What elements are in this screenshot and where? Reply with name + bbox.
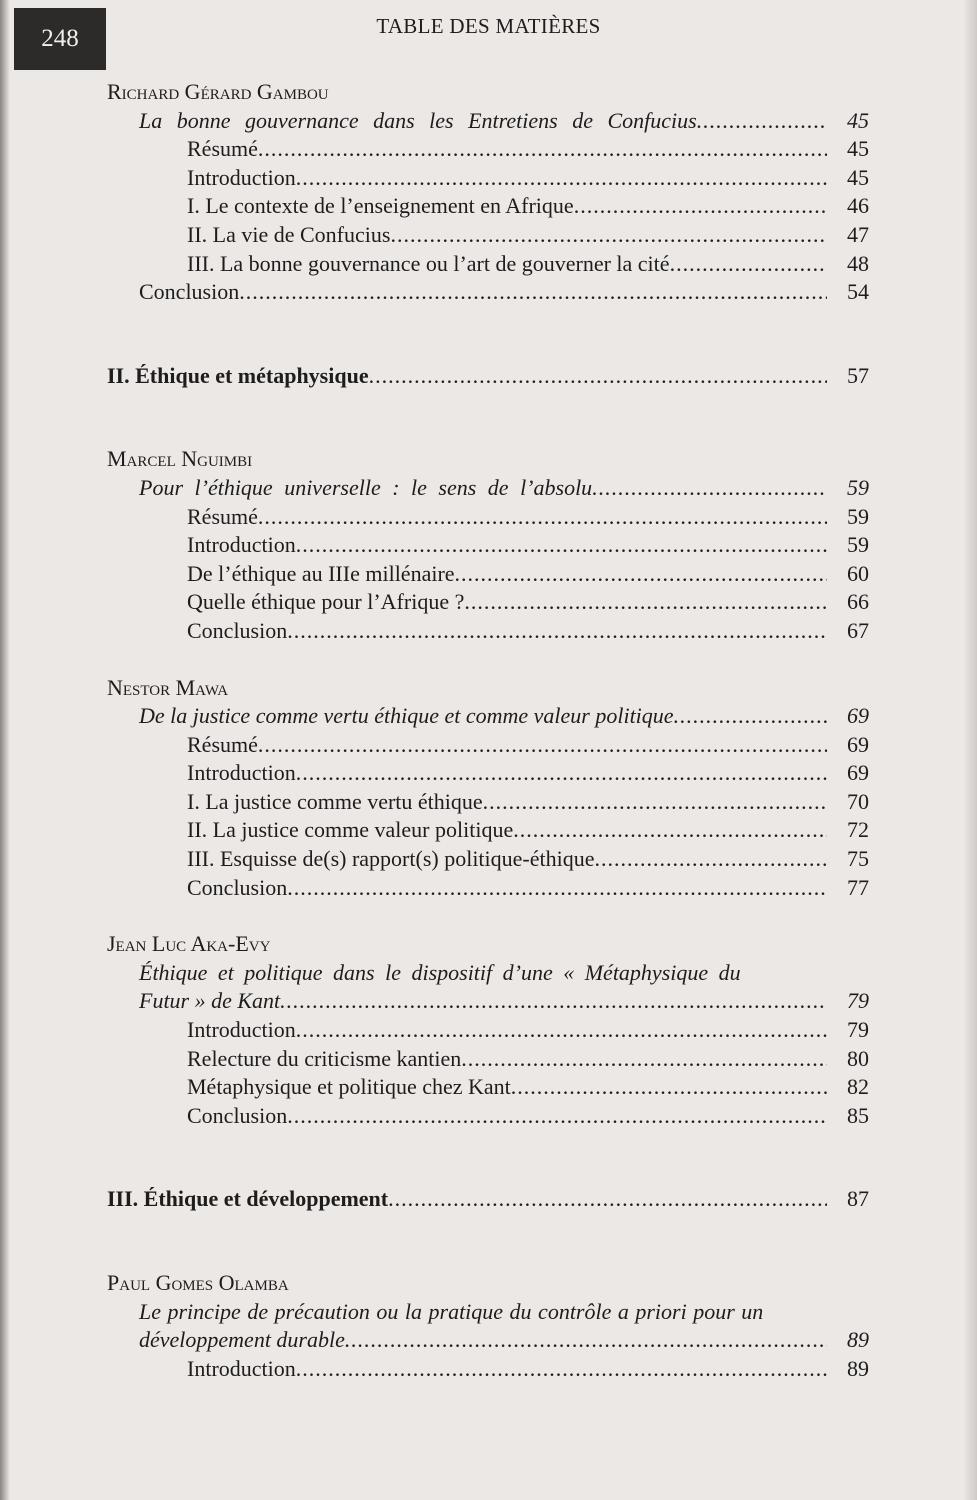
table-of-contents	[107, 78, 869, 1383]
toc-entry: Introduction ..... 89	[107, 1355, 869, 1384]
running-head: TABLE DES MATIÈRES	[376, 14, 601, 38]
toc-author: Paul Gomes Olamba	[107, 1270, 289, 1295]
toc-entry: Résumé ..... 59	[107, 503, 869, 532]
toc-author: Jean Luc Aka-Evy	[107, 931, 271, 957]
toc-entry: Résumé ..... 69	[107, 731, 869, 760]
toc-entry: Conclusion ..... 67	[107, 617, 869, 646]
toc-article-title: La bonne gouvernance dans les Entretiens de Confucius ..... 45	[107, 107, 869, 136]
toc-entry: Relecture du criticisme kantien ..... 80	[107, 1045, 869, 1074]
toc-author: Nestor Mawa	[107, 674, 229, 700]
toc-part-heading: III. Éthique et développement ..... 87	[107, 1185, 869, 1214]
toc-entry: Conclusion ..... 85	[107, 1102, 869, 1131]
toc-article-title-line: Le principe de précaution ou la pratique du contrôle a priori pour un	[139, 1298, 764, 1324]
toc-entry: Conclusion ..... 54	[107, 278, 869, 307]
toc-entry: Introduction ..... 45	[107, 164, 869, 193]
toc-entry: Quelle éthique pour l’Afrique ? ..... 66	[107, 588, 869, 617]
toc-entry: Introduction ..... 79	[107, 1016, 869, 1045]
toc-entry: II. La justice comme valeur politique ..... 72	[107, 816, 869, 845]
toc-entry: Introduction ..... 59	[107, 531, 869, 560]
toc-entry: Introduction ..... 69	[107, 759, 869, 788]
toc-entry: III. Esquisse de(s) rapport(s) politique-éthique ..... 75	[107, 845, 869, 874]
toc-entry: I. La justice comme vertu éthique ..... 70	[107, 788, 869, 817]
toc-article-title: De la justice comme vertu éthique et comme valeur politique ..... 69	[107, 702, 869, 731]
toc-entry: Métaphysique et politique chez Kant ..... 82	[107, 1073, 869, 1102]
page-edge	[963, 0, 977, 1500]
toc-article-title-line: Éthique et politique dans le dispositif d’une « Métaphysique du	[139, 959, 741, 985]
toc-entry: III. La bonne gouvernance ou l’art de gouverner la cité ..... 48	[107, 250, 869, 279]
toc-article-title: Futur » de Kant ..... 79	[107, 987, 869, 1016]
toc-entry: Résumé ..... 45	[107, 135, 869, 164]
toc-entry: II. La vie de Confucius ..... 47	[107, 221, 869, 250]
toc-entry: Conclusion ..... 77	[107, 874, 869, 903]
toc-part-heading: II. Éthique et métaphysique ..... 57	[107, 362, 869, 391]
toc-author: Marcel Nguimbi	[107, 446, 253, 472]
toc-author: Richard Gérard Gambou	[107, 79, 329, 104]
binding-shadow	[0, 0, 10, 1500]
toc-article-title: Pour l’éthique universelle : le sens de l’absolu ..... 59	[107, 474, 869, 503]
toc-entry: De l’éthique au IIIe millénaire ..... 60	[107, 560, 869, 589]
page-number: 248	[14, 8, 106, 70]
toc-entry: I. Le contexte de l’enseignement en Afrique ..... 46	[107, 192, 869, 221]
toc-article-title: développement durable ..... 89	[107, 1326, 869, 1355]
